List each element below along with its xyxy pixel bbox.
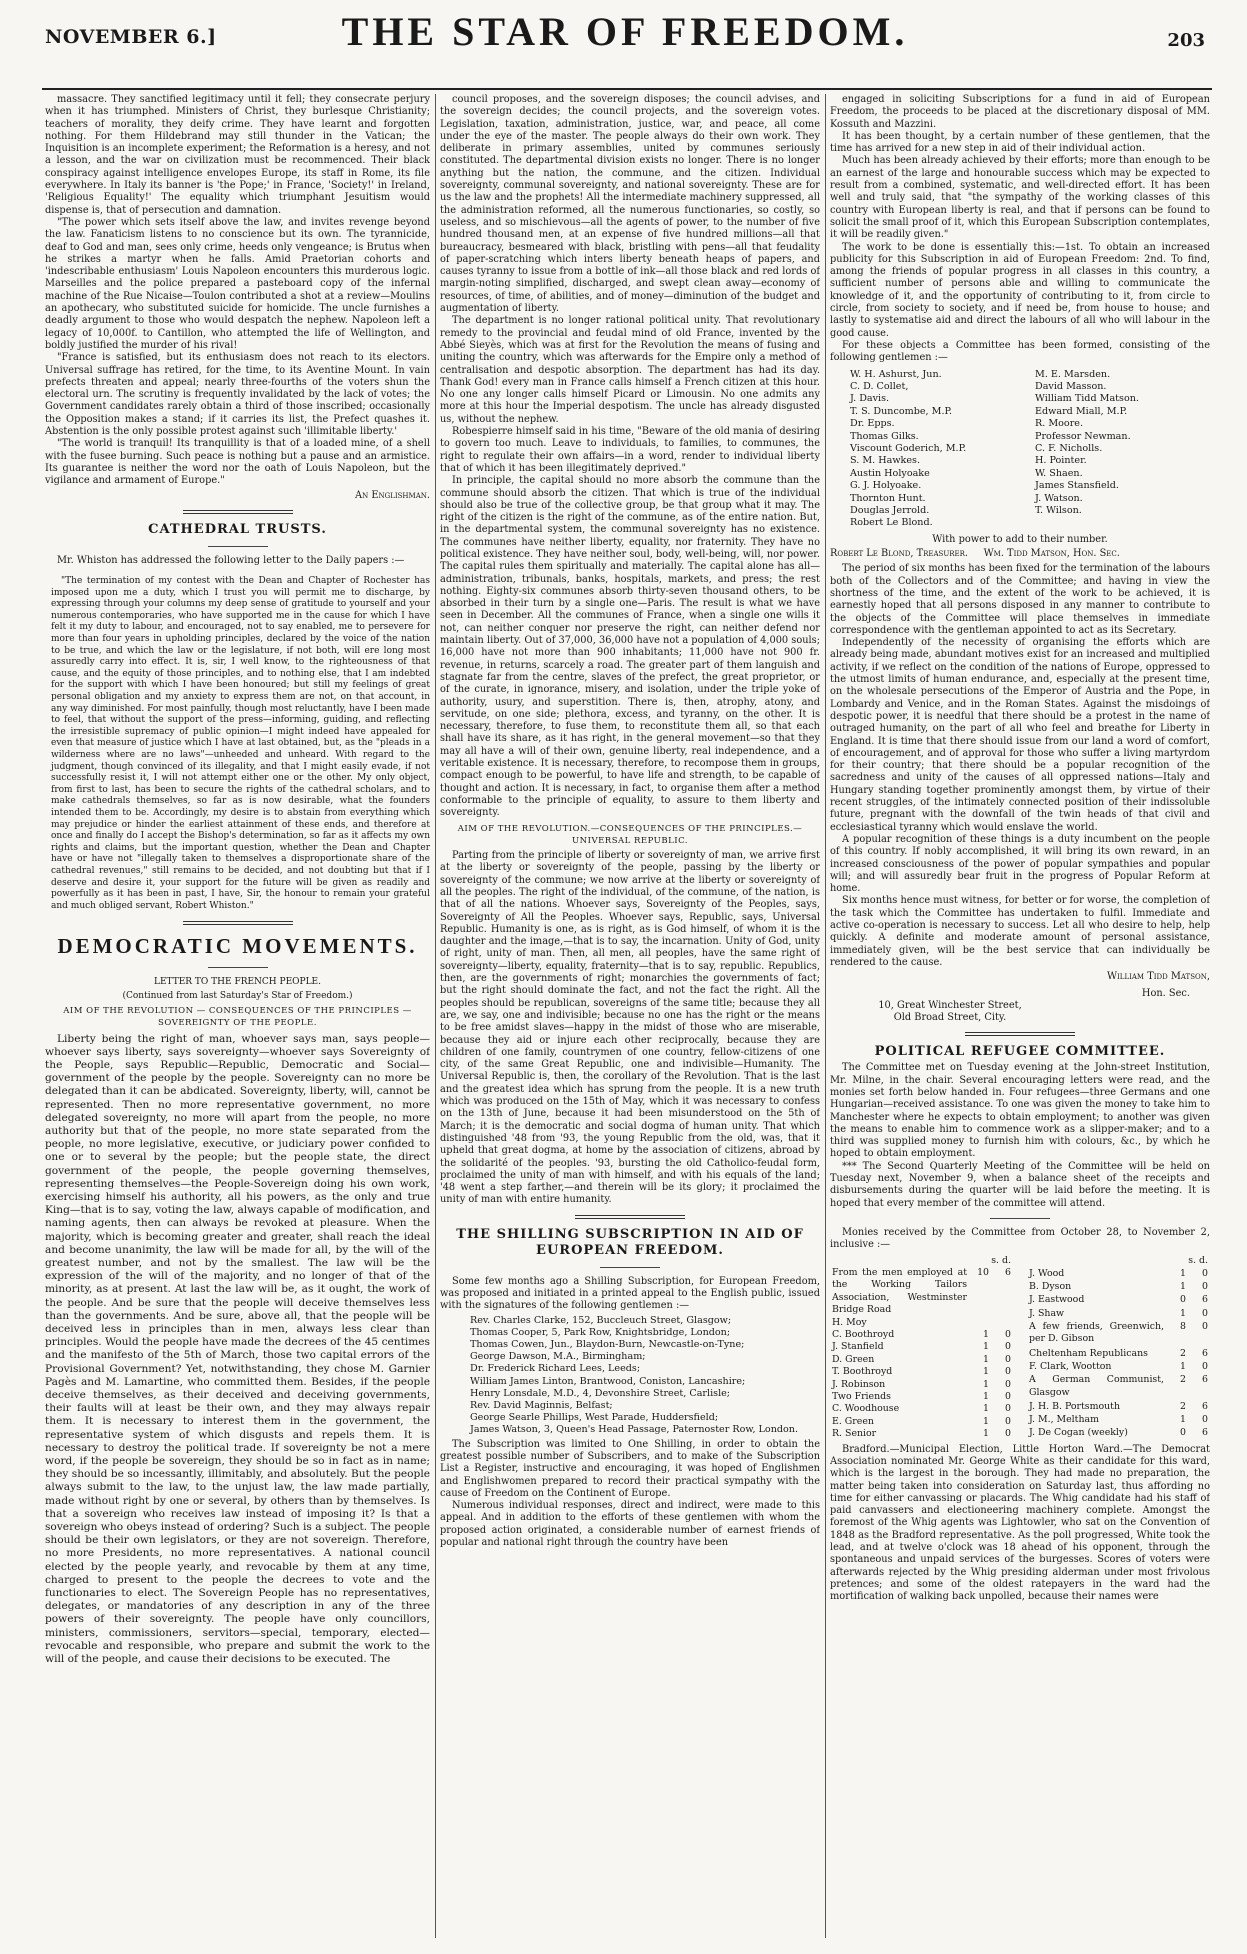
committee-member: T. Wilson. bbox=[1035, 505, 1082, 516]
divider bbox=[208, 546, 268, 547]
article-paragraph: Bradford.—Municipal Election, Little Horton Ward.—The Democrat Association nominated Mr. George White as their candidate for this ward, which is the largest in the borough. They had made no preparation, the matter being taken into consideration on Saturday last, thus affording no time for either canvassing or placards. The Whig candidate had his staff of paid canvassers and electioneering machinery complete. Amongst the foremost of the Whig agents was Lightowler, who sat on the Convention of 1848 as the Bradford representative. As the poll progressed, White took the lead, and at twelve o'clock was 18 ahead of his opponent, through the spontaneous and unpaid services of the burgesses. Scores of voters were afterwards rejected by the Whig presiding alderman under most frivolous pretences; and some of the oldest ratepayers in the ward had the mortification of walking back unpolled, because their names were bbox=[830, 1443, 1210, 1603]
committee-member: Dr. Epps. bbox=[850, 418, 895, 430]
treasurer-line: Robert Le Blond, Treasurer. Wm. Tidd Matson, Hon. Sec. bbox=[830, 548, 1120, 560]
list-item: Rev. David Maginnis, Belfast; bbox=[470, 1400, 613, 1412]
committee-member: Thomas Gilks. bbox=[850, 430, 919, 442]
table-row: From the men employed at the Working Tailors Association, Westminster Bridge Road 10 6 bbox=[832, 1266, 1011, 1316]
committee-member: J. Watson. bbox=[1035, 492, 1083, 504]
subscription-tables bbox=[830, 1252, 1210, 1444]
article-paragraph: Independently of the necessity of organising the efforts which are already being made, abundant motives exist for an increased and multiplied activity, if we reflect on the condition of the nations of Europe, oppressed to the utmost limits of human endurance, and, especially at the present time, on the wholesale persecutions of the Emperor of Austria and the Pope, in Lombardy and Venice, and in the Roman States. Against the misdoings of despotic power, it is needful that there should be a protest in the name of outraged humanity, on the part of all who feel and breathe for Liberty in England. It is time that there should issue from our land a word of comfort, of encouragement, and of approval for those who suffer a living martyrdom for their country; that there should be a popular recognition of the sacredness and unity of the causes of all oppressed nations—Italy and Hungary standing together prominently amongst them, by virtue of their recent struggles, of the intimately connected position of their indissoluble future, pregnant with the downfall of the twin heads of that civil and ecclesiastical tyranny which would enslave the world. bbox=[830, 637, 1210, 833]
section-divider bbox=[575, 1215, 685, 1219]
column-divider bbox=[825, 94, 826, 1938]
section-divider bbox=[965, 1032, 1075, 1036]
committee-member: R. Moore. bbox=[1035, 418, 1084, 430]
divider bbox=[990, 1218, 1050, 1219]
article-paragraph: "France is satisfied, but its enthusiasm does not reach to its electors. Universal suffrage has retired, for the time, to its Aventine Mount. In vain prefects threaten and appeal; nearly three-fourths of the voters shun the electoral urn. The scrutiny is frequently invalidated by the lack of votes; the Government candidates rarely obtain a third of those inscribed; occasionally the Opposition makes a stand; if it carries its list, the Prefect quashes it. Abstention is the only possible protest against such 'illimitable liberty.' bbox=[45, 352, 430, 438]
table-row: A German Communist, Glasgow 2 6 bbox=[1029, 1374, 1208, 1398]
table-row: F. Clark, Wootton 1 0 bbox=[1029, 1360, 1208, 1372]
signatory-list bbox=[470, 1315, 820, 1437]
committee-list bbox=[850, 369, 1210, 530]
committee-member: Douglas Jerrold. bbox=[850, 505, 930, 516]
committee-member: Professor Newman. bbox=[1035, 430, 1131, 442]
subscription-table-right bbox=[1027, 1255, 1210, 1441]
divider bbox=[208, 967, 268, 968]
article-paragraph: Mr. Whiston has addressed the following letter to the Daily papers :— bbox=[57, 554, 405, 566]
column-1 bbox=[45, 94, 430, 1938]
table-row: J. Robinson 1 0 bbox=[832, 1378, 1011, 1390]
meeting-notice: *** The Second Quarterly Meeting of the Committee will be held on Tuesday next, November 9, when a balance sheet of the receipts and disbursements during the quarter will be laid before the meeting. It is hoped that every member of the committee will attend. bbox=[830, 1160, 1210, 1209]
cathedral-heading: CATHEDRAL TRUSTS. bbox=[148, 521, 327, 537]
committee-member: W. H. Ashurst, Jun. bbox=[850, 368, 942, 380]
table-row: A few friends, Greenwich, per D. Gibson 8 0 bbox=[1029, 1320, 1208, 1345]
list-item: George Dawson, M.A., Birmingham; bbox=[470, 1351, 646, 1363]
article-paragraph: The work to be done is essentially this:—1st. To obtain an increased publicity for this Subscription in aid of European Freedom: 2nd. To find, among the friends of popular progress in all classes in this country, a sufficient number of persons able and willing to communicate the knowledge of it, and the opportunity of contributing to it, from circle to circle, from society to society, and if need be, from house to house; and lastly to systematise aid and direct the labours of all who will labour in the good cause. bbox=[830, 241, 1210, 339]
article-paragraph: Parting from the principle of liberty or sovereignty of man, we arrive first at the liberty or sovereignty of the people, passing by the liberty or sovereignty of the commune; we now arrive at the liberty or sovereignty of all the peoples. The right of the individual, of the commune, of the nation, is that of all the nations. Whoever says, Sovereignty of the Peoples, says, Sovereignty of All the Peoples. Whoever says, Republic, says, Universal Republic. Humanity is one, as is right, as is God himself, of whom it is the daughter and the image,—that is to say, the incarnation. Unity of God, unity of right, unity of man. Then, all men, all peoples, have the same right of sovereignty—liberty, equality, fraternity—that is to say, republic. Republics, then, are the governments of right; monarchies the governments of fact; but the right should dominate the fact, and not the fact the right. All the peoples should be republican, sovereigns of the same title; because they all are, we say, one and indivisible; because no one has the right or the means to be free amidst slaves—happy in the midst of those who are miserable, because they aid or injure each other reciprocally, because they are children of one family, countrymen of one country, fellow-citizens of one city, of the same Great Republic, one and indivisible—Humanity. The Universal Republic is, then, the corollary of the Revolution. That is the last and the greatest idea which has sprung from the people. It is a new truth which was produced on the 15th of May, which it was necessary to confess on the 13th of June, because it had been misunderstood on the 5th of March; it is the democratic and social dogma of human unity. That which distinguished '48 from '93, the young Republic from the old, was, that it upheld that great dogma, at home by the association of citizens, abroad by the solidarité of the peoples. '93, bursting the old Catholico-feudal form, proclaimed the unity of man with himself, and with his equals of the land; '48 went a step farther,—and therein will be its glory; it proclaimed the unity of man with entire humanity. bbox=[440, 850, 820, 1206]
table-row: D. Green 1 0 bbox=[832, 1353, 1011, 1365]
committee-member: H. Pointer. bbox=[1035, 455, 1087, 467]
table-row: J. M., Meltham 1 0 bbox=[1029, 1413, 1208, 1425]
committee-member: Thornton Hunt. bbox=[850, 492, 926, 504]
committee-member: C. F. Nicholls. bbox=[1035, 442, 1103, 454]
column-2 bbox=[440, 94, 820, 1938]
article-paragraph: engaged in soliciting Subscriptions for a fund in aid of European Freedom, the proceeds to be placed at the discretionary disposal of MM. Kossuth and Mazzini. bbox=[830, 94, 1210, 130]
table-row: C. Boothroyd 1 0 bbox=[832, 1328, 1011, 1340]
list-item: Rev. Charles Clarke, 152, Buccleuch Street, Glasgow; bbox=[470, 1314, 732, 1326]
article-paragraph: For these objects a Committee has been formed, consisting of the following gentlemen :— bbox=[830, 339, 1210, 364]
table-row: C. Woodhouse 1 0 bbox=[832, 1403, 1011, 1415]
article-paragraph: Some few months ago a Shilling Subscription, for European Freedom, was proposed and initiated in a printed appeal to the English public, issued with the signatures of the following gentlemen :— bbox=[440, 1275, 820, 1312]
refugee-heading: POLITICAL REFUGEE COMMITTEE. bbox=[874, 1044, 1166, 1060]
subscription-table-left bbox=[830, 1255, 1013, 1441]
committee-member: James Stansfield. bbox=[1035, 480, 1119, 492]
letter-text: "The termination of my contest with the Dean and Chapter of Rochester has imposed upon me a duty, which I trust you will permit me to discharge, by expressing through your columns my deep sense of gratitude to yourself and your numerous contemporaries, who have supported me in the cause for which I have felt it my duty to labour, and encouraged, not to say enabled, me to persevere for more than four years in upholding principles, declared by the voice of the nation to be true, and which the law or the legislature, if not both, will ere long most assuredly carry into effect. It is, sir, I well know, to the righteousness of that cause, and the equity of those principles, and to nothing else, that I am indebted for the support with which I have been honoured; but still my feelings of great personal obligation and my anxiety to express them are not, on that account, in any way diminished. For most painfully, though most reluctantly, have I been made to feel, that without the support of the press—informing, guiding, and reflecting the irresistible supremacy of public opinion—I might indeed have appealed for even that measure of justice which I have at last obtained, but, as the "pleads in a wilderness where are no laws"—unheeded and unheard. With regard to the judgment, though convinced of its illegality, and that I might easily evade, if not successfully resist it, I will not attempt either one or the other. My only object, from first to last, has been to secure the rights of the cathedral scholars, and to make cathedrals themselves, so far as is now desirable, what the founders intended them to be. Accordingly, my desire is to abstain from everything which may prejudice or hinder the earliest attainment of these ends, and therefore at once and finally do I accept the Bishop's determination, so far as it affects my own rights and claims, but the important question, whether the Dean and Chapter have or have not "illegally taken to themselves a disproportionate share of the cathedral revenues," still remains to be decided, and not doubting but that if I deserve and desire it, your support for the future will be given as readily and powerfully as it has been in past, I have, Sir, the honour to remain your grateful and much obliged servant, Robert Whiston." bbox=[51, 576, 430, 911]
table-row: J. Shaw 1 0 bbox=[1029, 1307, 1208, 1319]
shilling-heading: THE SHILLING SUBSCRIPTION IN AID OF EUROPEAN FREEDOM. bbox=[456, 1226, 804, 1258]
table-row: J. H. B. Portsmouth 2 6 bbox=[1029, 1400, 1208, 1412]
article-paragraph: massacre. They sanctified legitimacy until it fell; they consecrate perjury when it has triumphed. Ministers of Christ, they burlesque Christianity; teachers of morality, they deify crime. They have learnt and forgotten nothing. For them Hildebrand may still thunder in the Vatican; the Inquisition is an incomplete experiment; the Reformation is a heresy, and not a lesson, and the war on civilization must be recommenced. Their black conspiracy against intelligence envelopes Europe, its staff in Rome, its file everywhere. In Italy its banner is 'the Pope;' in France, 'Society!' in Ireland, 'Religious Equality!' The equality which triumphant Jesuitism would dispense is, that of persecution and damnation. bbox=[45, 94, 430, 216]
letter-subheading: LETTER TO THE FRENCH PEOPLE. bbox=[154, 977, 321, 988]
article-paragraph: A popular recognition of these things is a duty incumbent on the people of this country. If nobly accomplished, it will bring its own reward, in an increased consciousness of the power of popular sympathies and popular will; and will assuredly bear fruit in the progress of Popular Reform at home. bbox=[830, 833, 1210, 895]
committee-member: Viscount Goderich, M.P. bbox=[850, 442, 967, 454]
list-item: Dr. Frederick Richard Lees, Leeds; bbox=[470, 1363, 641, 1375]
list-item: Henry Lonsdale, M.D., 4, Devonshire Street, Carlisle; bbox=[470, 1387, 731, 1399]
committee-member: J. Davis. bbox=[850, 393, 890, 405]
list-item: Thomas Cooper, 5, Park Row, Knightsbridge, London; bbox=[470, 1326, 731, 1338]
divider bbox=[600, 1267, 660, 1268]
list-item: George Searle Phillips, West Parade, Huddersfield; bbox=[470, 1412, 719, 1424]
table-row: B. Dyson 1 0 bbox=[1029, 1281, 1208, 1293]
article-paragraph: "The world is tranquil! Its tranquillity is that of a loaded mine, of a shell with the fusee burning. Such peace is nothing but a pause and an armistice. Its guarantee is neither the word nor the oath of Louis Napoleon, but the vigilance and armament of Europe." bbox=[45, 438, 430, 487]
article-paragraph: In principle, the capital should no more absorb the commune than the commune should absorb the citizen. That which is true of the individual should also be true of the collective group, be that group what it may. The right of the citizen is the right of the commune, as of the entire nation. But, in the departmental system, the communal sovereignty has no existence. The communes have neither liberty, equality, nor fraternity. They have no political existence. They have neither soul, body, well-being, will, nor power. The capital rules them spiritually and materially. The capital alone has all—administration, tribunals, banks, hospitals, markets, and press; the rest nothing. Eighty-six communes absorb thirty-seven thousand others, to be absorbed in their turn by a single one—Paris. The result is what we have seen in December. All the communes of France, when a single one wills it not, can neither conquer nor preserve the right, can neither defend nor maintain liberty. Out of 37,000, 36,000 have not a population of 4,000 souls; 16,000 have not more than 900 inhabitants; 11,000 have not 900 fr. revenue, in returns, scarcely a road. The greater part of them languish and stagnate far from the centre, slaves of the prefect, the great proprietor, or of the curate, in ignorance, misery, and isolation, under the triple yoke of authority, usury, and superstition. There is, then, atrophy, atony, and servitude, on one side; plethora, excess, and tyranny, on the other. It is necessary, therefore, to fuse them, to reconstitute them all, so that each shall have its share, as it has right, in the general movement—so that they may all have a will of their own, genuine liberty, real independence, and a veritable existence. It is necessary, therefore, to recompose them in groups, compact enough to be powerful, to have life and strength, to be capable of thought and action. It is necessary, in fact, to organise them after a method conformable to the principle of equality, to assure to them liberty and sovereignty. bbox=[440, 475, 820, 819]
article-paragraph: The department is no longer rational political unity. That revolutionary remedy to the provincial and feudal mind of old France, invented by the Abbé Sieyès, which was at first for the Revolution the means of fusing and uniting the country, which was afterwards for the Empire only a method of centralisation and despotic absorption. The department has had its day. Thank God! every man in France calls himself a French citizen at this hour. No one any longer calls himself Picard or Limousin. No one admits any more at this hour the Imperial despotism. The uncle has already disgusted us, without the nephew. bbox=[440, 315, 820, 425]
table-row: J. Stanfield 1 0 bbox=[832, 1341, 1011, 1353]
committee-member: Austin Holyoake bbox=[850, 467, 930, 479]
list-item: James Watson, 3, Queen's Head Passage, Paternoster Row, London. bbox=[470, 1424, 799, 1436]
article-paragraph: The Committee met on Tuesday evening at the John-street Institution, Mr. Milne, in the chair. Several encouraging letters were read, and the monies set forth below handed in. Four refugees—three Germans and one Hungarian—received assistance. To one was given the money to take him to Manchester where he expects to obtain employment; to another was given the means to enable him to commence work as a slipper-maker; and to a third was supplied money to furnish him with colours, &c., by which he hoped to obtain employment. bbox=[830, 1062, 1210, 1160]
table-row: J. De Cogan (weekly) 0 6 bbox=[1029, 1427, 1208, 1439]
table-row: Cheltenham Republicans 2 6 bbox=[1029, 1347, 1208, 1359]
article-paragraph: Six months hence must witness, for better or for worse, the completion of the task which the Committee has undertaken to fulfil. Immediate and active co-operation is necessary to success. Let all who desire to help, help quickly. A definite and moderate amount of personal assistance, immediately given, will be the best service that can individually be rendered to the cause. bbox=[830, 895, 1210, 968]
committee-member: T. S. Duncombe, M.P. bbox=[850, 405, 953, 417]
committee-member: C. D. Collet, bbox=[850, 380, 909, 392]
table-row: J. Wood 1 0 bbox=[1029, 1267, 1208, 1279]
committee-member: G. J. Holyoake. bbox=[850, 480, 922, 492]
table-row: R. Senior 1 0 bbox=[832, 1428, 1011, 1440]
continued-note: (Continued from last Saturday's Star of Freedom.) bbox=[122, 990, 353, 1001]
committee-member: David Masson. bbox=[1035, 380, 1107, 392]
table-row: E. Green 1 0 bbox=[832, 1415, 1011, 1427]
section-divider bbox=[183, 921, 293, 925]
committee-member: William Tidd Matson. bbox=[1035, 393, 1139, 405]
page-number: 203 bbox=[1167, 30, 1205, 51]
section-aim: AIM OF THE REVOLUTION — CONSEQUENCES OF THE PRINCIPLES — SOVEREIGNTY OF THE PEOPLE. bbox=[63, 1005, 412, 1029]
column-3 bbox=[830, 94, 1210, 1938]
list-item: William James Linton, Brantwood, Coniston, Lancashire; bbox=[470, 1375, 746, 1387]
article-paragraph: Robespierre himself said in his time, "Beware of the old mania of desiring to govern too much. Leave to individuals, to families, to communes, the right to regulate their own affairs—in a word, render to individual liberty that of which it has been illegitimately deprived." bbox=[440, 426, 820, 474]
secretary-signature: William Tidd Matson, bbox=[1106, 971, 1210, 983]
article-paragraph: Much has been already achieved by their efforts; more than enough to be an earnest of the large and honourable success which may be expected to result from a combined, systematic, and well-directed effort. It has been well and truly said, that "the sympathy of the working classes of this country with European liberty is real, and that if persons can be found to solicit the small proof of it, which this European Subscription contemplates, it will be readily given." bbox=[830, 155, 1210, 241]
committee-member: W. Shaen. bbox=[1035, 467, 1083, 479]
committee-member: M. E. Marsden. bbox=[1035, 368, 1111, 380]
table-row: J. Eastwood 0 6 bbox=[1029, 1294, 1208, 1306]
table-row: H. Moy bbox=[832, 1316, 867, 1328]
sd-header: s. d. bbox=[1188, 1254, 1208, 1266]
article-paragraph: Numerous individual responses, direct and indirect, were made to this appeal. And in addition to the efforts of these gentlemen with whom the proposed action originated, a considerable number of earnest friends of popular and national right through the country have been bbox=[440, 1500, 820, 1549]
article-paragraph: "The power which sets itself above the law, and invites revenge beyond the law. Fanaticism listens to no conscience but its own. The tyrannicide, deaf to God and man, sees only crime, heeds only vengeance; is Brutus when he strikes a martyr when he falls. Amid Praetorian cohorts and 'indescribable enthusiasm' Louis Napoleon encounters this murderous logic. Marseilles and the police prepared a pasteboard copy of the infernal machine of the Rue Nicaise—Toulon contributed a shot at a review—Moulins an apothecary, who substituted suicide for homicide. The uncle furnishes a deadly argument to those who would despatch the nephew. Napoleon left a legacy of 10,000f. to Cantillon, who attempted the life of Wellington, and boldly justified the murder of his rival! bbox=[45, 216, 430, 351]
democratic-heading: DEMOCRATIC MOVEMENTS. bbox=[57, 934, 418, 959]
committee-note: With power to add to their number. bbox=[932, 533, 1108, 545]
section-aim: AIM OF THE REVOLUTION.—CONSEQUENCES OF THE PRINCIPLES.—UNIVERSAL REPUBLIC. bbox=[457, 823, 803, 846]
section-divider bbox=[183, 510, 293, 514]
committee-member: S. M. Hawkes. bbox=[850, 455, 921, 467]
article-paragraph: The period of six months has been fixed for the termination of the labours both of the Collectors and of the Committee; and having in view the shortness of the time, and the extent of the work to be achieved, it is earnestly hoped that all persons disposed in any manner to contribute to the objects of the Committee will place themselves in immediate correspondence with the gentleman appointed to act as its Secretary. bbox=[830, 563, 1210, 636]
article-signature: An Englishman. bbox=[355, 489, 430, 501]
newspaper-title: THE STAR OF FREEDOM. bbox=[341, 9, 909, 54]
secretary-title: Hon. Sec. bbox=[1141, 987, 1190, 999]
secretary-address: 10, Great Winchester Street, Old Broad Street, City. bbox=[878, 999, 1022, 1024]
header-rule bbox=[42, 88, 1212, 90]
article-paragraph: The Subscription was limited to One Shilling, in order to obtain the greatest possible number of Subscribers, and to make of the Subscription List a Register, instructive and encouraging, it was hoped of Englishmen and Englishwomen prepared to record their practical sympathy with the cause of Freedom on the Continent of Europe. bbox=[440, 1438, 820, 1499]
issue-date: NOVEMBER 6.] bbox=[45, 26, 217, 48]
monies-intro: Monies received by the Committee from October 28, to November 2, inclusive :— bbox=[830, 1226, 1210, 1251]
article-paragraph: Liberty being the right of man, whoever says man, says people—whoever says liberty, says sovereignty—whoever says Sovereignty of the People, says Republic—Republic, Democratic and Social—government of the people by the people. Sovereignty can no more be delegated than it can be abdicated. Sovereignty, liberty, will, cannot be represented. Then no more representative government, no more delegated sovereignty, no more will apart from the people, no more authority but that of the people, no more state separated from the people, no more legislative, executive, or judiciary power confided to one or to several by the people; but the people state, the direct government of the people, the people governing themselves, representing themselves—the People-Sovereign doing his own work, exercising himself his authority, all his powers, as the only and true King—that is to say, voting the law, always capable of modification, and naming agents, then can always be revoked at pleasure. When the majority, which is becoming greater and greater, shall reach the ideal and become unanimity, the law will be made for all, by the will of the greatest number, and not by the smallest. The law will be the expression of the will of the majority, and no longer of that of the minority, as at present. At last the law will be, as it ought, the work of the people. And be sure that the people will deceive themselves less than the governments. And be sure, above all, that the people will be deceived less in principles than in men, always less clear than principles. Would the people have made the decrees of the 45 centimes and the manifesto of the 5th of March, those two capital errors of the Provisional Government? Yet, notwithstanding, they chose M. Garnier Pagès and M. Lamartine, who committed them. Besides, if the people deceive themselves, as their deceived and deceiving governments, their faults will at least be their own, and they may always repair them. It is necessary to interest them in the government, the representative system of which disgusts and repels them. It is necessary to destroy the political trade. If sovereignty be not a mere word, if the people be sovereign, they should be so in fact as in name; they should be so incessantly, illimitably, and absolutely. But the people always submit to the law, to the unjust law, the law made partially, made without right by one or several, by others than by themselves. Is that a sovereign who receives law instead of imposing it? Is that a sovereign who obeys instead of ordering? Such is a subject. The people should be their own legislators, or they are not sovereign. Therefore, no more Presidents, no more representatives. A national council elected by the people yearly, and revocable by them at any time, charged to present to the people the decrees to vote and the functionaries to elect. The Sovereign People has no representatives, delegates, or mandatories of any description in any of the three powers of their sovereignty. The people have only councillors, ministers, commissioners, servitors—special, temporary, elected—revocable and responsible, who prepare and submit the work to the will of the people, and cause their decisions to be executed. The bbox=[45, 1032, 430, 1666]
table-row: T. Boothroyd 1 0 bbox=[832, 1366, 1011, 1378]
list-item: Thomas Cowen, Jun., Blaydon-Burn, Newcastle-on-Tyne; bbox=[470, 1339, 745, 1351]
sd-header: s. d. bbox=[991, 1254, 1011, 1266]
article-paragraph: It has been thought, by a certain number of these gentlemen, that the time has arrived for a new step in aid of their individual action. bbox=[830, 130, 1210, 155]
column-divider bbox=[435, 94, 436, 1938]
masthead bbox=[45, 8, 1205, 80]
table-row: Two Friends 1 0 bbox=[832, 1391, 1011, 1403]
committee-member: Edward Miall, M.P. bbox=[1035, 405, 1128, 417]
article-paragraph: council proposes, and the sovereign disposes; the council advises, and the sovereign decides; the council projects, and the sovereign votes. Legislation, taxation, administration, justice, war, and peace, all come under the eye of the master. The people always do their own work. They deliberate in primary assemblies, united by communes seriously constituted. The departmental division exists no longer. There is no longer anything but the nation, the commune, and the citizen. Individual sovereignty, communal sovereignty, and national sovereignty. These are for us the law and the prophets! All the intermediate machinery suppressed, all the administration reformed, all the numerous functionaries, so costly, so useless, and so mischievous—all the agents of power, to the number of five hundred thousand men, at an expense of five hundred millions—all that bureaucracy, besmeared with black, bristling with pens—all that feudality of paper-scratching which inters liberty beneath heaps of papers, and causes tyranny to issue from a bottle of ink—all those black and red lords of margin-noting simplified, discharged, and swept clean away—economy of resources, of time, of abilities, and of money—diminution of the budget and augmentation of liberty. bbox=[440, 94, 820, 315]
committee-member: Robert Le Blond. bbox=[850, 517, 933, 529]
